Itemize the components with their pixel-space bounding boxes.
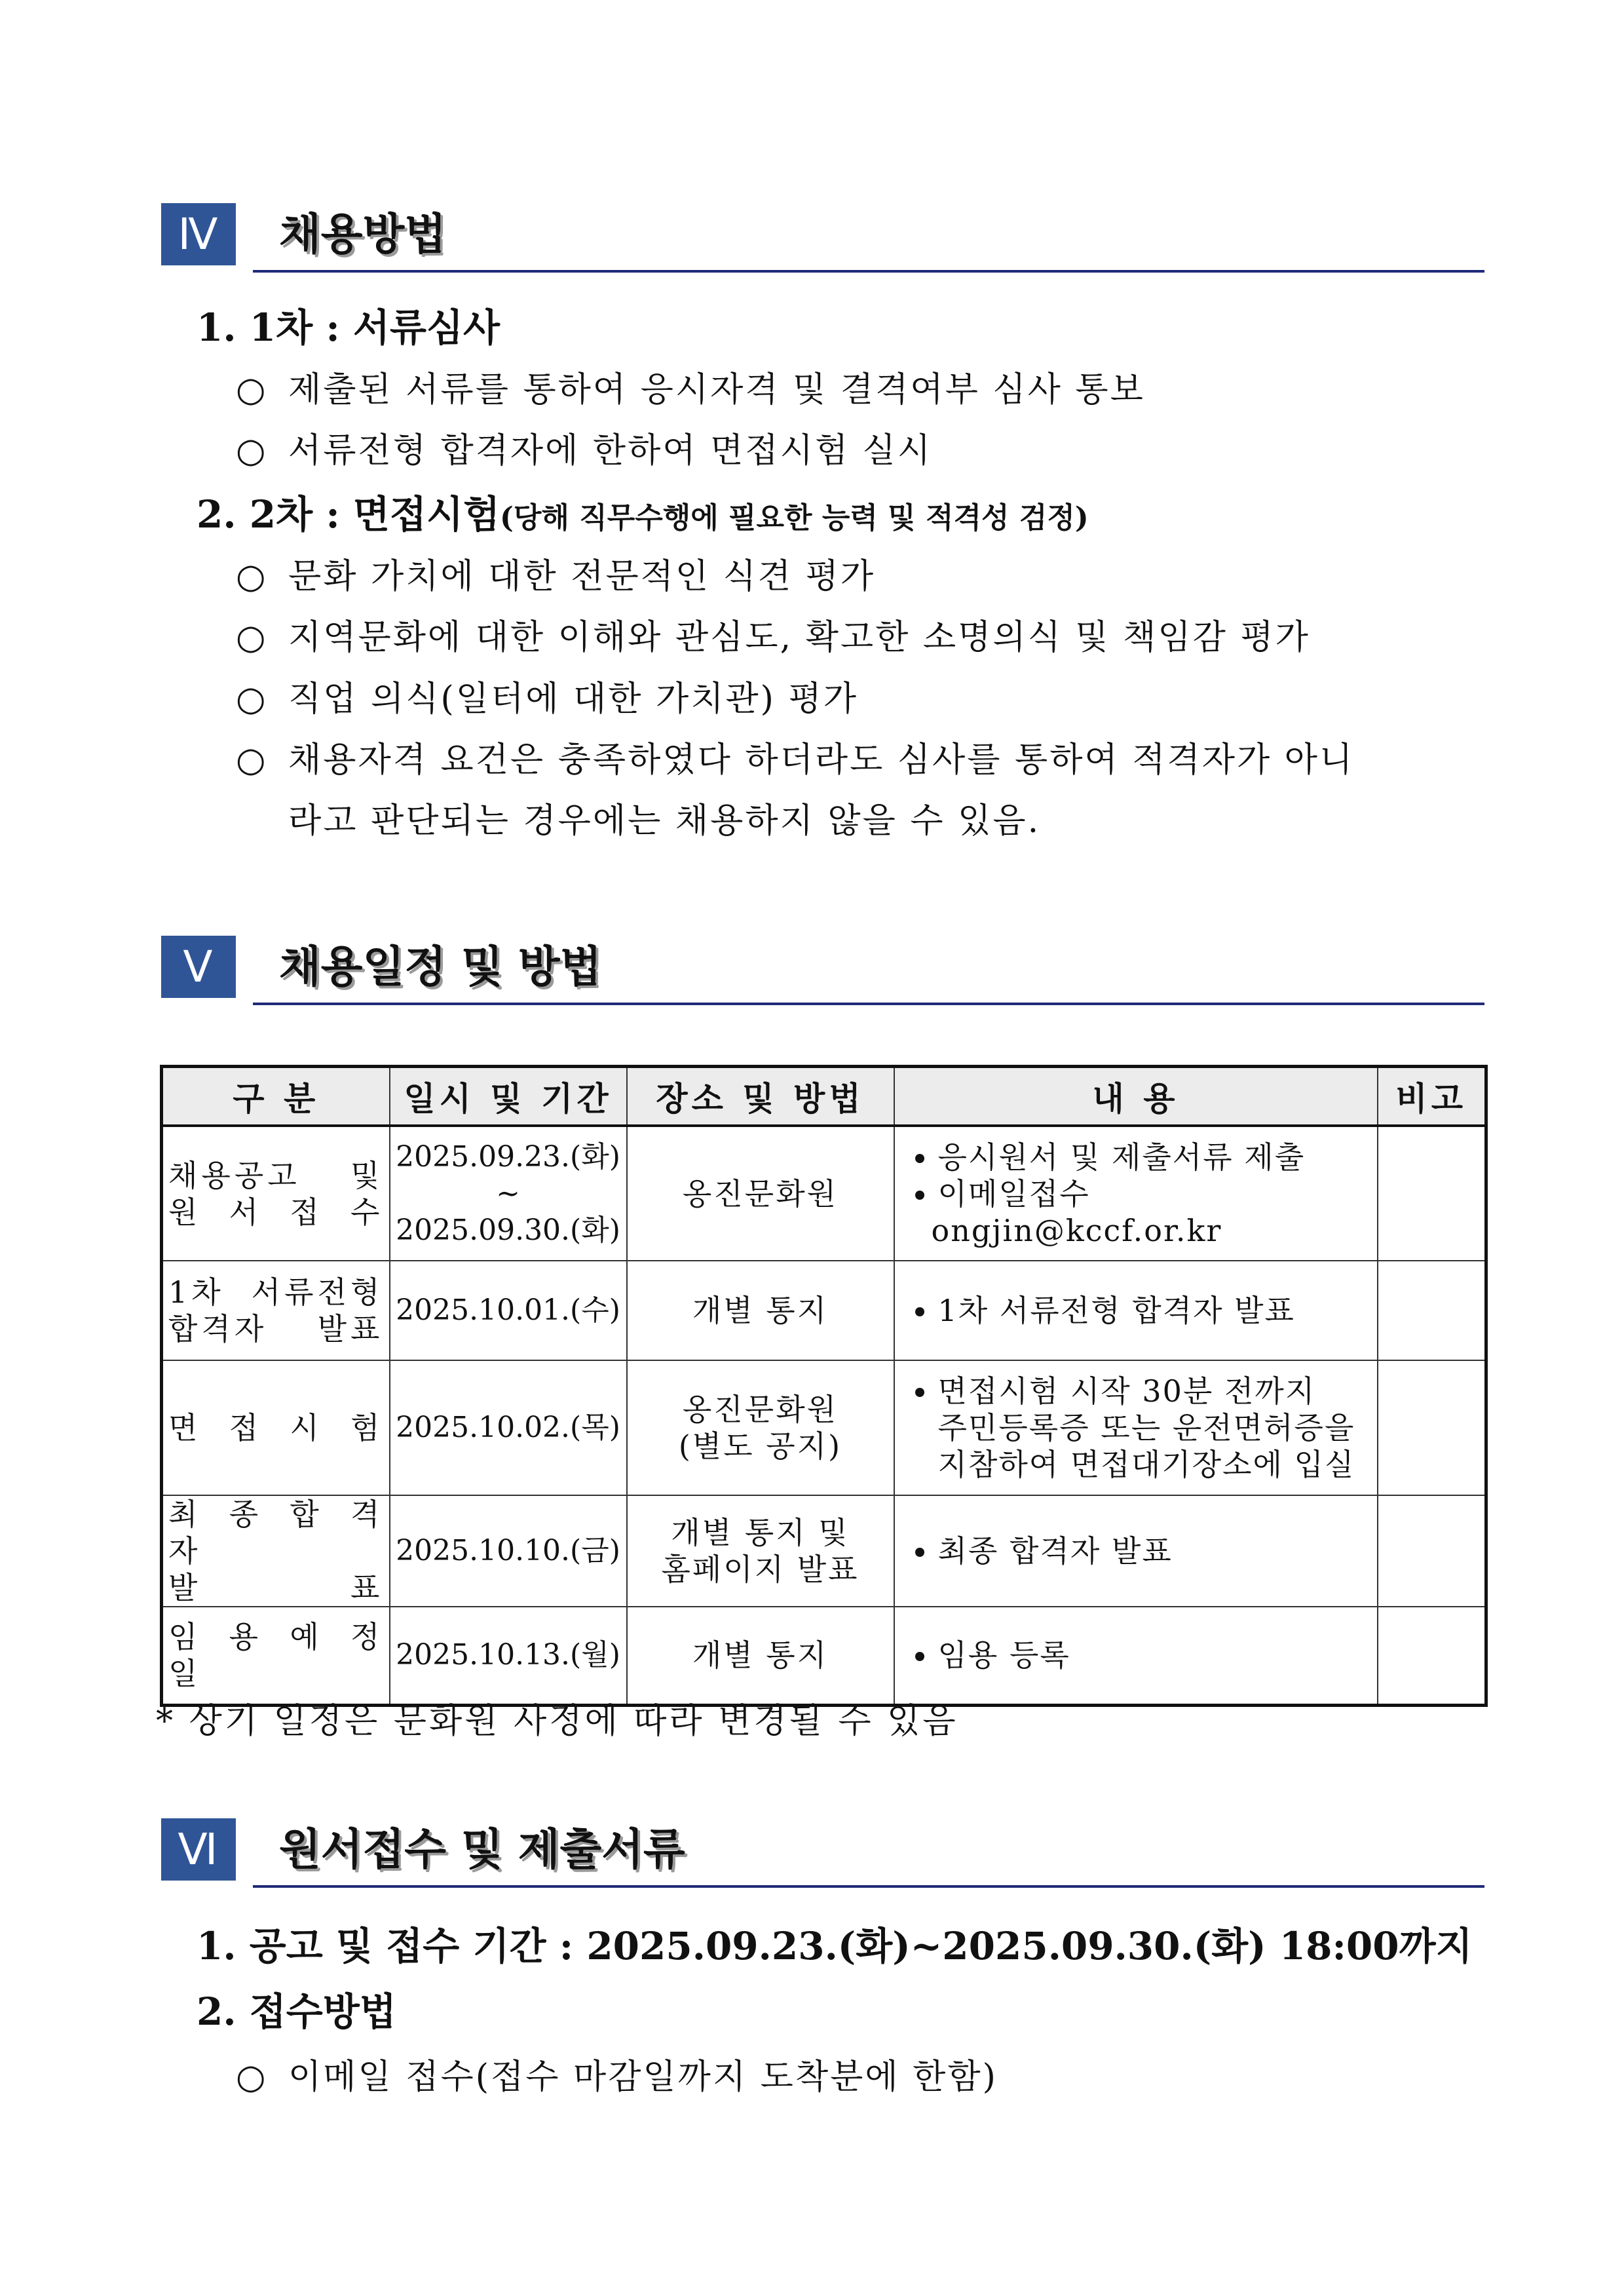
row-category: 채용공고 및 원 서 접 수	[162, 1126, 390, 1261]
section-6-title: 원서접수 및 제출서류	[279, 1824, 685, 1875]
application-period-value: 2025.09.23.(화)~2025.09.30.(화) 18:00까지	[586, 1924, 1473, 1968]
row-category: 임 용 예 정 일	[162, 1607, 390, 1705]
section-5-header	[161, 936, 1484, 1014]
table-row	[162, 1360, 1486, 1495]
header-date: 일시 및 기간	[390, 1067, 627, 1126]
header-category: 구 분	[162, 1067, 390, 1126]
header-remark: 비고	[1378, 1067, 1486, 1126]
row-place: 개별 통지	[627, 1261, 894, 1360]
section-4-number: Ⅳ	[161, 203, 236, 265]
section-5-divider	[253, 1003, 1484, 1005]
row-content: • 1차 서류전형 합격자 발표	[894, 1261, 1378, 1360]
row-remark	[1378, 1261, 1486, 1360]
row-remark	[1378, 1607, 1486, 1705]
table-row	[162, 1495, 1486, 1607]
section-6-number: Ⅵ	[161, 1818, 236, 1881]
bullet-item: ○ 직업 의식(일터에 대한 가치관) 평가	[236, 679, 858, 719]
row-category: 면 접 시 험	[162, 1360, 390, 1495]
section-5-title: 채용일정 및 방법	[279, 942, 602, 992]
row-date: 2025.10.10.(금)	[390, 1495, 627, 1607]
table-header-row	[162, 1067, 1486, 1126]
row-category: 최 종 합 격 자 발 표	[162, 1495, 390, 1607]
row-date: 2025.10.13.(월)	[390, 1607, 627, 1705]
row-place: 개별 통지	[627, 1607, 894, 1705]
row-place: 개별 통지 및 홈페이지 발표	[627, 1495, 894, 1607]
row-date: 2025.10.02.(목)	[390, 1360, 627, 1495]
row-date: 2025.09.23.(화) ~ 2025.09.30.(화)	[390, 1126, 627, 1261]
section-6-header	[161, 1818, 1484, 1897]
item-2-heading: 2. 2차 : 면접시험(당해 직무수행에 필요한 능력 및 적격성 검정)	[197, 492, 1089, 537]
bullet-item: ○ 서류전형 합격자에 한하여 면접시험 실시	[236, 431, 933, 470]
row-content: • 응시원서 및 제출서류 제출 • 이메일접수 ongjin@kccf.or.kr	[894, 1126, 1378, 1261]
bullet-continuation: 라고 판단되는 경우에는 채용하지 않을 수 있음.	[288, 801, 1041, 841]
application-period-heading: 1. 공고 및 접수 기간 : 2025.09.23.(화)~2025.09.30.(화) 18:00까지	[197, 1924, 1473, 1968]
header-content: 내 용	[894, 1067, 1378, 1126]
section-4-title: 채용방법	[279, 209, 447, 259]
application-method-heading: 2. 접수방법	[197, 1989, 396, 2034]
row-place: 옹진문화원	[627, 1126, 894, 1261]
schedule-table	[160, 1065, 1488, 1707]
row-date: 2025.10.01.(수)	[390, 1261, 627, 1360]
bullet-item: ○ 이메일 접수(접수 마감일까지 도착분에 한함)	[236, 2057, 998, 2097]
row-category: 1차 서류전형 합격자 발표	[162, 1261, 390, 1360]
item-1-heading: 1. 1차 : 서류심사	[197, 305, 500, 350]
bullet-item: ○ 문화 가치에 대한 전문적인 식견 평가	[236, 557, 876, 596]
email-address: ongjin@kccf.or.kr	[931, 1212, 1222, 1248]
section-4-header	[161, 203, 1484, 282]
section-5-number: Ⅴ	[161, 936, 236, 998]
schedule-note: * 상기 일정은 문화원 사정에 따라 변경될 수 있음	[156, 1702, 958, 1741]
row-remark	[1378, 1126, 1486, 1261]
bullet-item: ○ 지역문화에 대한 이해와 관심도, 확고한 소명의식 및 책임감 평가	[236, 618, 1310, 657]
bullet-item: ○ 제출된 서류를 통하여 응시자격 및 결격여부 심사 통보	[236, 370, 1145, 410]
bullet-item: ○ 채용자격 요건은 충족하였다 하더라도 심사를 통하여 적격자가 아니	[236, 740, 1355, 780]
table-row	[162, 1607, 1486, 1705]
section-6-divider	[253, 1885, 1484, 1888]
section-4-divider	[253, 270, 1484, 273]
row-content: • 임용 등록	[894, 1607, 1378, 1705]
item-2-note: (당해 직무수행에 필요한 능력 및 적격성 검정)	[500, 501, 1089, 535]
row-content: • 최종 합격자 발표	[894, 1495, 1378, 1607]
table-row	[162, 1261, 1486, 1360]
row-remark	[1378, 1495, 1486, 1607]
row-content: • 면접시험 시작 30분 전까지 주민등록증 또는 운전면허증을 지참하여 면접대기장소에 입실	[894, 1360, 1378, 1495]
row-place: 옹진문화원 (별도 공지)	[627, 1360, 894, 1495]
table-row	[162, 1126, 1486, 1261]
header-place: 장소 및 방법	[627, 1067, 894, 1126]
row-remark	[1378, 1360, 1486, 1495]
